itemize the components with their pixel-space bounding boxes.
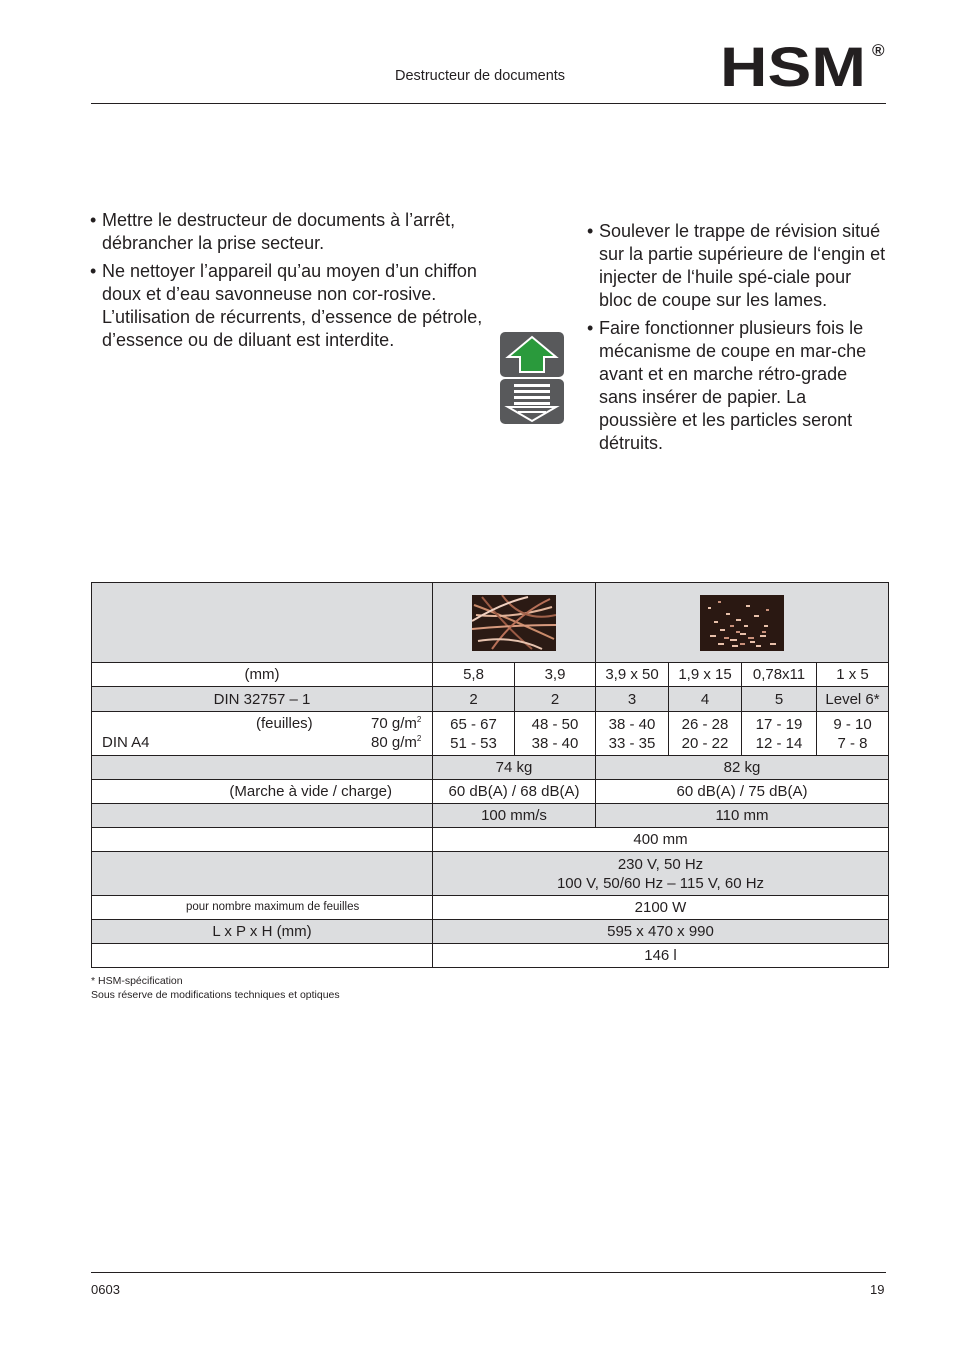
bullet-item: • Mettre le destructeur de documents à l’arrêt, débrancher la prise secteur. — [90, 209, 486, 255]
table-cell: 2100 W — [433, 896, 889, 920]
table-row-noise — [92, 780, 889, 804]
table-row-cut-size — [92, 663, 889, 687]
table-label: pour nombre maximum de feuilles — [92, 896, 433, 920]
bullet-item: • Ne nettoyer l’appareil qu’au moyen d’un chiffon doux et d’eau savonneuse non cor-rosive. L’utilisation de récurrents, d’essence de pétrole, d’essence ou de diluant est interdite. — [90, 260, 486, 352]
table-cell: 4 — [669, 687, 742, 712]
table-row-speed — [92, 804, 889, 828]
table-cell: 0,78x11 — [742, 663, 817, 687]
page-number: 19 — [870, 1282, 885, 1297]
table-cell — [433, 583, 596, 663]
table-cell — [596, 583, 889, 663]
header-divider — [91, 103, 886, 104]
paper-weight-label: 70 g/m — [371, 715, 417, 732]
table-label — [92, 756, 433, 780]
table-cell: 1 x 5 — [817, 663, 889, 687]
table-row-power — [92, 896, 889, 920]
table-label — [92, 712, 433, 756]
table-cell: 17 - 19 12 - 14 — [742, 712, 817, 756]
table-row-volume — [92, 944, 889, 968]
table-label — [92, 852, 433, 896]
table-cell: 1,9 x 15 — [669, 663, 742, 687]
table-cell: 110 mm — [596, 804, 889, 828]
table-cell: 3,9 — [515, 663, 596, 687]
table-cell: 9 - 10 7 - 8 — [817, 712, 889, 756]
table-row-dimensions — [92, 920, 889, 944]
table-cell: 400 mm — [433, 828, 889, 852]
table-cell: 48 - 50 38 - 40 — [515, 712, 596, 756]
maintenance-instructions — [587, 220, 887, 460]
specifications-table — [91, 582, 889, 968]
table-row-voltage — [92, 852, 889, 896]
strip-cut-shreds-image — [472, 595, 556, 651]
table-cell — [92, 583, 433, 663]
hsm-logo — [720, 38, 890, 90]
table-cell: 5,8 — [433, 663, 515, 687]
table-row-weight — [92, 756, 889, 780]
table-cell: 60 dB(A) / 68 dB(A) — [433, 780, 596, 804]
registered-mark: ® — [872, 41, 885, 60]
table-cell: 2 — [433, 687, 515, 712]
table-cell: 82 kg — [596, 756, 889, 780]
table-row-capacity — [92, 712, 889, 756]
table-row-width — [92, 828, 889, 852]
table-label: (mm) — [92, 663, 433, 687]
logo-text: HSM — [720, 38, 866, 90]
table-label — [92, 944, 433, 968]
page-header-title: Destructeur de documents — [395, 68, 566, 84]
table-cell: 3 — [596, 687, 669, 712]
table-label — [92, 804, 433, 828]
table-label — [92, 828, 433, 852]
table-cell: 5 — [742, 687, 817, 712]
voltage-line: 230 V, 50 Hz — [617, 855, 704, 873]
footnote-line: * HSM-spécification — [91, 975, 183, 987]
table-label: (Marche à vide / charge) — [92, 780, 433, 804]
bullet-item: • Faire fonctionner plusieurs fois le mécanisme de coupe en mar-che avant et en marche rétro-grade sans insérer de papier. La poussière et les particles seront détruits. — [587, 317, 887, 455]
bullet-item: • Soulever le trappe de révision situé sur la partie supérieure de l‘engin et injecter de l‘huile spé-ciale pour bloc de coupe sur les lames. — [587, 220, 887, 312]
table-cell: 74 kg — [433, 756, 596, 780]
superscript: 2 — [416, 734, 422, 743]
paper-weight-label: 80 g/m — [371, 734, 417, 751]
table-cell: 595 x 470 x 990 — [433, 920, 889, 944]
table-cell: 3,9 x 50 — [596, 663, 669, 687]
table-cell: 38 - 40 33 - 35 — [596, 712, 669, 756]
document-code: 0603 — [91, 1282, 120, 1297]
footnote-line: Sous réserve de modifications techniques et optiques — [91, 989, 340, 1001]
table-cell: 26 - 28 20 - 22 — [669, 712, 742, 756]
table-label: L x P x H (mm) — [92, 920, 433, 944]
table-cell: Level 6* — [817, 687, 889, 712]
footer-divider — [91, 1272, 886, 1273]
table-cell: 100 mm/s — [433, 804, 596, 828]
superscript: 2 — [416, 715, 422, 724]
table-cell: 60 dB(A) / 75 dB(A) — [596, 780, 889, 804]
voltage-line: 100 V, 50/60 Hz – 115 V, 60 Hz — [556, 874, 765, 892]
table-row-security-level — [92, 687, 889, 712]
cleaning-instructions — [90, 209, 486, 357]
table-cell — [433, 852, 889, 896]
table-label: DIN 32757 – 1 — [92, 687, 433, 712]
table-cell: 146 l — [433, 944, 889, 968]
table-image-row — [92, 583, 889, 663]
table-footnotes — [91, 974, 340, 1002]
table-cell: 65 - 67 51 - 53 — [433, 712, 515, 756]
paper-format-label: DIN A4 — [102, 734, 150, 751]
oil-bidirectional-icon — [500, 332, 564, 424]
table-cell: 2 — [515, 687, 596, 712]
capacity-unit-label: (feuilles) — [256, 715, 313, 732]
particle-cut-shreds-image — [700, 595, 784, 651]
